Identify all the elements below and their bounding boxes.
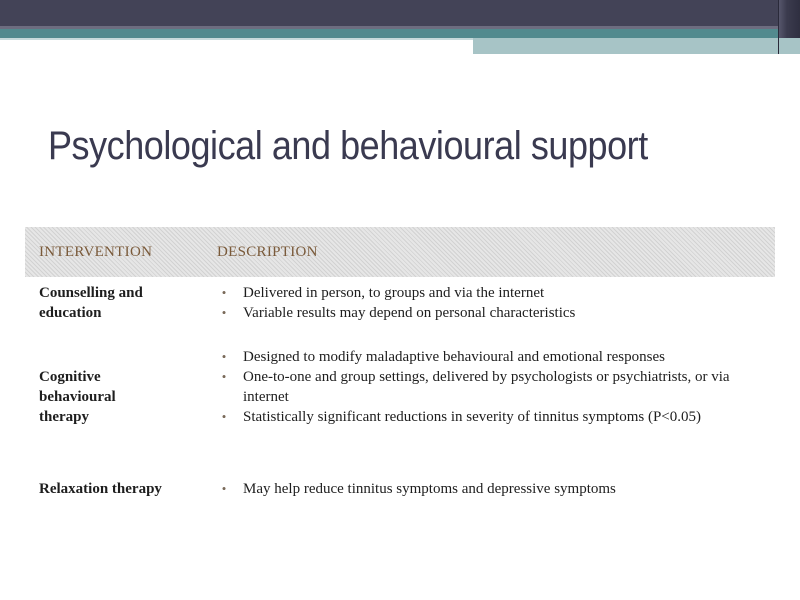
top-band-light <box>473 38 800 54</box>
bullet-icon: • <box>221 481 227 496</box>
list-item <box>218 347 773 367</box>
bullet-icon: • <box>221 369 227 384</box>
list-item <box>218 283 773 303</box>
description-list <box>218 283 773 323</box>
header-intervention: INTERVENTION <box>39 244 153 260</box>
top-band-teal <box>0 29 800 38</box>
header-description: DESCRIPTION <box>217 244 318 260</box>
top-band-corner-line <box>778 0 779 54</box>
intervention-name: Counselling and education <box>39 285 143 321</box>
list-item <box>218 479 773 499</box>
bullet-text: Statistically significant reductions in severity of tinnitus symptoms (P<0.05) <box>243 409 701 425</box>
bullet-text: One-to-one and group settings, delivered by psychologists or psychiatrists, or via internet <box>243 369 730 405</box>
bullet-text: Delivered in person, to groups and via the internet <box>243 285 545 301</box>
bullet-text: May help reduce tinnitus symptoms and depressive symptoms <box>243 481 616 497</box>
intervention-table <box>25 227 775 497</box>
description-list <box>218 479 773 499</box>
bullet-icon: • <box>221 349 227 364</box>
list-item <box>218 303 773 323</box>
top-band-white-line <box>0 38 473 40</box>
top-band-dark <box>0 0 800 26</box>
description-list <box>218 347 773 427</box>
table-header <box>25 227 775 277</box>
slide-title: Psychological and behavioural support <box>48 124 648 168</box>
list-item <box>218 367 773 407</box>
bullet-text: Designed to modify maladaptive behavioural and emotional responses <box>243 349 665 365</box>
bullet-icon: • <box>221 305 227 320</box>
top-band-corner <box>778 0 800 38</box>
list-item <box>218 407 773 427</box>
intervention-name: Relaxation therapy <box>39 481 162 497</box>
intervention-name: Cognitive behavioural therapy <box>39 369 116 425</box>
bullet-text: Variable results may depend on personal characteristics <box>243 305 576 321</box>
bullet-icon: • <box>221 409 227 424</box>
bullet-icon: • <box>221 285 227 300</box>
